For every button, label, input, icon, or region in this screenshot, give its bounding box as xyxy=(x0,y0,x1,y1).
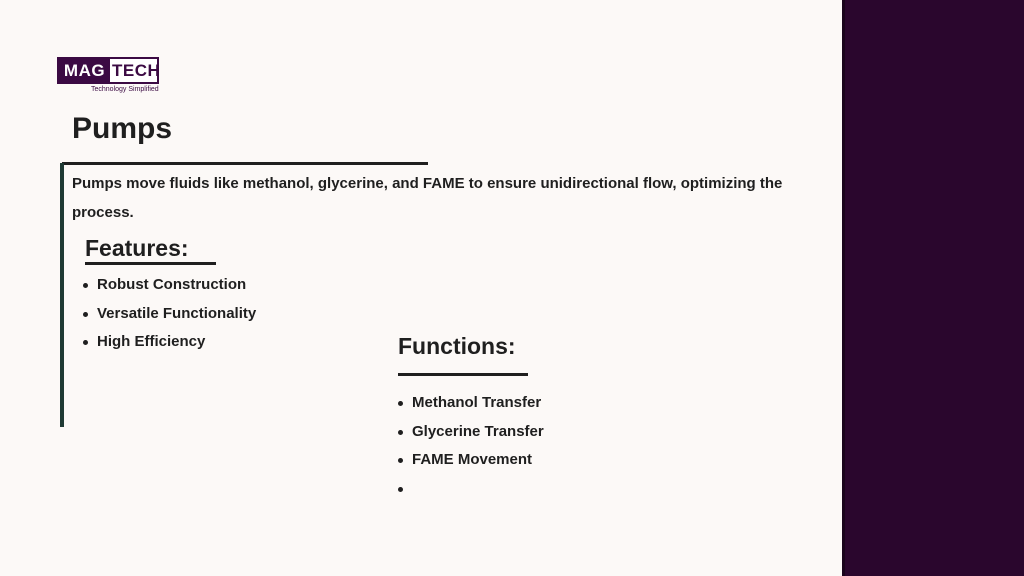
bullet-icon xyxy=(83,312,88,317)
feature-label: Robust Construction xyxy=(97,276,247,293)
logo-brand-left: MAG xyxy=(59,59,110,82)
functions-underline xyxy=(398,373,528,376)
bullet-icon xyxy=(83,340,88,345)
list-item xyxy=(398,446,544,475)
accent-bar xyxy=(60,163,64,427)
description-text: Pumps move fluids like methanol, glycerine, and FAME to ensure unidirectional flow, optimizing the process. xyxy=(72,175,783,221)
bullet-icon xyxy=(398,487,403,492)
functions-list xyxy=(398,389,544,503)
list-item xyxy=(83,328,256,357)
feature-label: Versatile Functionality xyxy=(97,304,257,322)
function-label: Methanol Transfer xyxy=(412,394,542,411)
logo-brand-right: TECH xyxy=(112,61,161,80)
features-heading: Features: xyxy=(85,235,189,261)
side-panel xyxy=(842,0,1024,576)
side-panel-edge xyxy=(842,0,845,576)
title-underline xyxy=(62,162,428,165)
company-logo xyxy=(57,57,165,97)
function-label: Glycerine Transfer xyxy=(412,422,544,440)
list-item xyxy=(83,271,256,300)
function-label: FAME Movement xyxy=(412,451,533,468)
bullet-icon xyxy=(398,401,403,406)
features-underline xyxy=(85,262,216,265)
feature-label: High Efficiency xyxy=(97,333,206,350)
features-list xyxy=(83,271,256,357)
list-item xyxy=(398,389,544,418)
list-item xyxy=(83,300,256,329)
bullet-icon xyxy=(398,430,403,435)
functions-heading: Functions: xyxy=(398,333,516,359)
bullet-icon xyxy=(398,458,403,463)
list-item xyxy=(398,475,544,504)
logo-tagline: Technology Simplified xyxy=(91,86,159,93)
logo-frame xyxy=(57,57,159,84)
page-title: Pumps xyxy=(72,112,173,145)
bullet-icon xyxy=(83,283,88,288)
list-item xyxy=(398,418,544,447)
